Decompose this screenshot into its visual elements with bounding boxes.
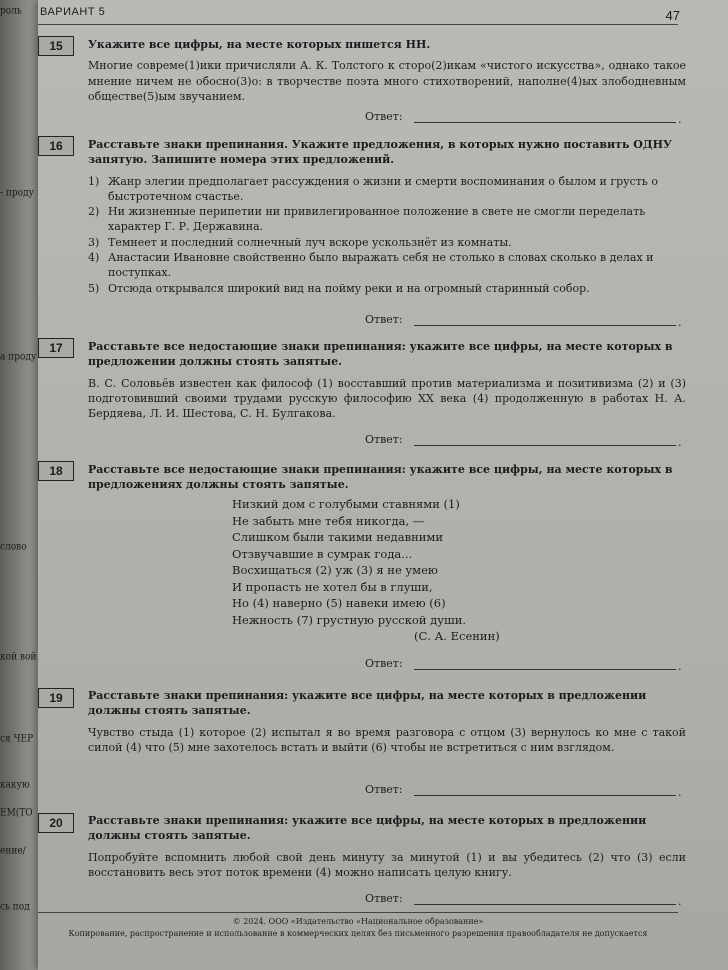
task-16-instruction: Расставьте знаки препинания. Укажите предложения, в которых нужно поставить ОДНУ запятую. Запишите номера этих предложений. [88,138,672,167]
poem-line: Восхищаться (2) уж (3) я не умею [232,563,438,577]
adjacent-page-fragment: - проду [0,187,34,199]
task-number-20: 20 [38,813,74,833]
task-number-15: 15 [38,36,74,56]
task-18 [88,462,686,493]
answer-label: Ответ: [365,433,403,446]
poem-line: Но (4) наверно (5) навеки имею (6) [232,596,446,610]
answer-field-18[interactable] [414,669,676,670]
adjacent-page-fragment: сь под [0,901,30,913]
option-item: 3) Темнеет и последний солнечный луч вскоре ускользнёт из комнаты. [88,235,512,249]
adjacent-page-fragment: какую [0,779,30,791]
answer-field-19[interactable] [414,795,676,796]
task-19 [88,688,686,755]
option-item: 2) Ни жизненные перипетии ни привилегированное положение в свете не смогли переделать характер Г. Р. Державина. [88,205,646,234]
answer-label: Ответ: [365,783,403,796]
adjacent-page-fragment: слово [0,541,27,553]
task-20-instruction: Расставьте знаки препинания: укажите все цифры, на месте которых в предложении должны стоять запятые. [88,814,647,843]
adjacent-page-fragment: ение/ [0,845,26,857]
task-number-19: 19 [38,688,74,708]
poem-line: И пропасть не хотел бы в глуши, [232,579,433,594]
footer-notice: Копирование, распространение и использование в коммерческих целях без письменного разрешения правообладателя не допускается [68,929,648,938]
task-19-text: Чувство стыда (1) которое (2) испытал я во время разговора с отцом (3) вернулось ко мне с такой силой (4) что (5) мне захотелось встать и выйти (6) чтобы не встретиться с ним взглядом. [88,725,686,754]
answer-field-17[interactable] [414,445,676,446]
task-number-16: 16 [38,136,74,156]
option-item: 4) Анастасии Ивановне свойственно было выражать себя не столько в словах сколько в делах и поступках. [88,251,654,280]
footer-copyright: © 2024. ООО «Издательство «Национальное образование» [232,917,484,926]
adjacent-page-fragment: а проду [0,351,37,363]
poem-line: Нежность (7) грустную русской души. [232,612,467,627]
task-19-instruction: Расставьте знаки препинания: укажите все цифры, на месте которых в предложении должны стоять запятые. [88,689,647,718]
task-17 [88,339,686,421]
header-divider [38,24,678,25]
page-number: 47 [665,8,680,23]
task-15-text: Многие совреме(1)ики причисляли А. К. Толстого к сторо(2)икам «чистого искусства», однако такое мнение ничем не обосно(3)о: в творчестве поэта много стихотворений, наполне(4)ых злободневным обществе(5)ым звучанием. [88,59,686,103]
task-number-18: 18 [38,461,74,481]
answer-field-16[interactable] [414,325,676,326]
task-17-instruction: Расставьте все недостающие знаки препинания: укажите все цифры, на месте которых в предложении должны стоять запятые. [88,340,673,369]
adjacent-page-fragment: ся ЧЕР [0,733,34,745]
footer-divider [38,912,678,913]
adjacent-page-fragment: роль [0,5,22,17]
answer-field-20[interactable] [414,904,676,905]
answer-label: Ответ: [365,892,403,905]
task-18-instruction: Расставьте все недостающие знаки препинания: укажите все цифры, на месте которых в предложениях должны стоять запятые. [88,463,673,492]
option-item: 5) Отсюда открывался широкий вид на пойму реки и на огромный старинный собор. [88,281,590,295]
answer-label: Ответ: [365,313,403,326]
exam-page: ВАРИАНТ 5 47 15 Укажите все цифры, на месте которых пишется НН. Многие совреме(1)ики причисляли А. К. Толстого к сторо(2)икам «чистого искусства», однако такое мнение ничем не обосно(3)о: в творчестве поэта много стихотворений, наполне(4)ых злободневным обществе(5)ым звучанием. Ответ: . 16 Расставьте знаки препинания. Укажите предложения, в которых нужно поставить ОДНУ запятую. Запишите номера этих предложений. 1) Жанр элегии предполагает рассуждения о жизни и смерти воспоминания о былом и грусть о быстротечном счастье. 2) Ни жизненные перипетии ни привилегированное положение в свете не смогли переделать характер Г. Р. Державина. 3) Темнеет и последний солнечный луч вскоре ускользнёт из комнаты. 4) Анастасии Ивановне свойственно было выражать себя не столько в словах сколько в делах и поступках. 5) Отсюда открывался широкий вид на пойму реки и на огромный старинный собор. Ответ: . 17 Расставьте все недостающие знаки препинания: укажите все цифры, на месте которых в предложении должны стоять запятые. В. С. Соловьёв известен как философ (1) восставший против материализма и позитивизма (2) и (3) подготовивший своими трудами русскую философию XX века (4) продолженную в работах Н. А. Бердяева, Л. И. Шестова, С. Н. Булгакова. Ответ: . 18 Расставьте все недостающие знаки препинания: укажите все цифры, на месте которых в предложениях должны стоять запятые. Низкий дом с голубыми ставнями (1) Не забыть мне тебя никогда, — Слишком были такими недавними Отзвучавшие в сумрак года... Восхищаться (2) уж (3) я не умею И пропасть не хотел бы в глуши, Но (4) наверно (5) навеки имею (6) Нежность (7) грустную русской души. (С. А. Есенин) Ответ: . 19 Расставьте знаки препинания: укажите все цифры, на месте которых в предложении должны стоять запятые. Чувство стыда (1) которое (2) испытал я во время разговора с отцом (3) вернулось ко мне с такой силой (4) что (5) мне захотелось встать и выйти (6) чтобы не встретиться с ним взглядом. Ответ: . 20 Расставьте знаки препинания: укажите все цифры, на месте которых в предложении должны стоять запятые. Попробуйте вспомнить любой свой день минуту за минутой (1) и вы убедитесь (2) что (3) если восстановить весь этот поток времени (4) можно написать целую книгу. Ответ: . © 2024. ООО «Издательство «Национальное образование» Копирование, распространение и использование в коммерческих целях без письменного разрешения правообладателя не допускается [38,0,728,970]
option-item: 1) Жанр элегии предполагает рассуждения о жизни и смерти воспоминания о былом и грусть о быстротечном счастье. [88,174,658,203]
task-number-17: 17 [38,338,74,358]
task-17-text: В. С. Соловьёв известен как философ (1) восставший против материализма и позитивизма (2) и (3) подготовивший своими трудами русскую философию XX века (4) продолженную в работах Н. А. Бердяева, Л. И. Шестова, С. Н. Булгакова. [88,376,686,421]
poem-line: Не забыть мне тебя никогда, — [232,513,425,528]
variant-title: ВАРИАНТ 5 [40,6,106,18]
task-18-poem [232,496,466,628]
task-16-options [88,174,686,296]
adjacent-page-fragment: кой вой [0,651,37,663]
page-header [38,4,728,22]
task-15 [88,37,686,104]
task-20-text: Попробуйте вспомнить любой свой день минуту за минутой (1) и вы убедитесь (2) что (3) если восстановить весь этот поток времени (4) можно написать целую книгу. [88,850,686,879]
poem-line: Отзвучавшие в сумрак года... [232,546,413,561]
answer-label: Ответ: [365,657,403,670]
answer-label: Ответ: [365,110,403,123]
poem-line: Слишком были такими недавними [232,530,444,544]
poem-line: Низкий дом с голубыми ставнями (1) [232,497,460,511]
answer-field-15[interactable] [414,122,676,123]
task-15-instruction: Укажите все цифры, на месте которых пишется НН. [88,38,431,51]
poem-author: (С. А. Есенин) [414,629,500,643]
adjacent-page-fragment: ЕМ(ТО [0,807,33,819]
task-20 [88,813,686,880]
task-16 [88,137,686,296]
